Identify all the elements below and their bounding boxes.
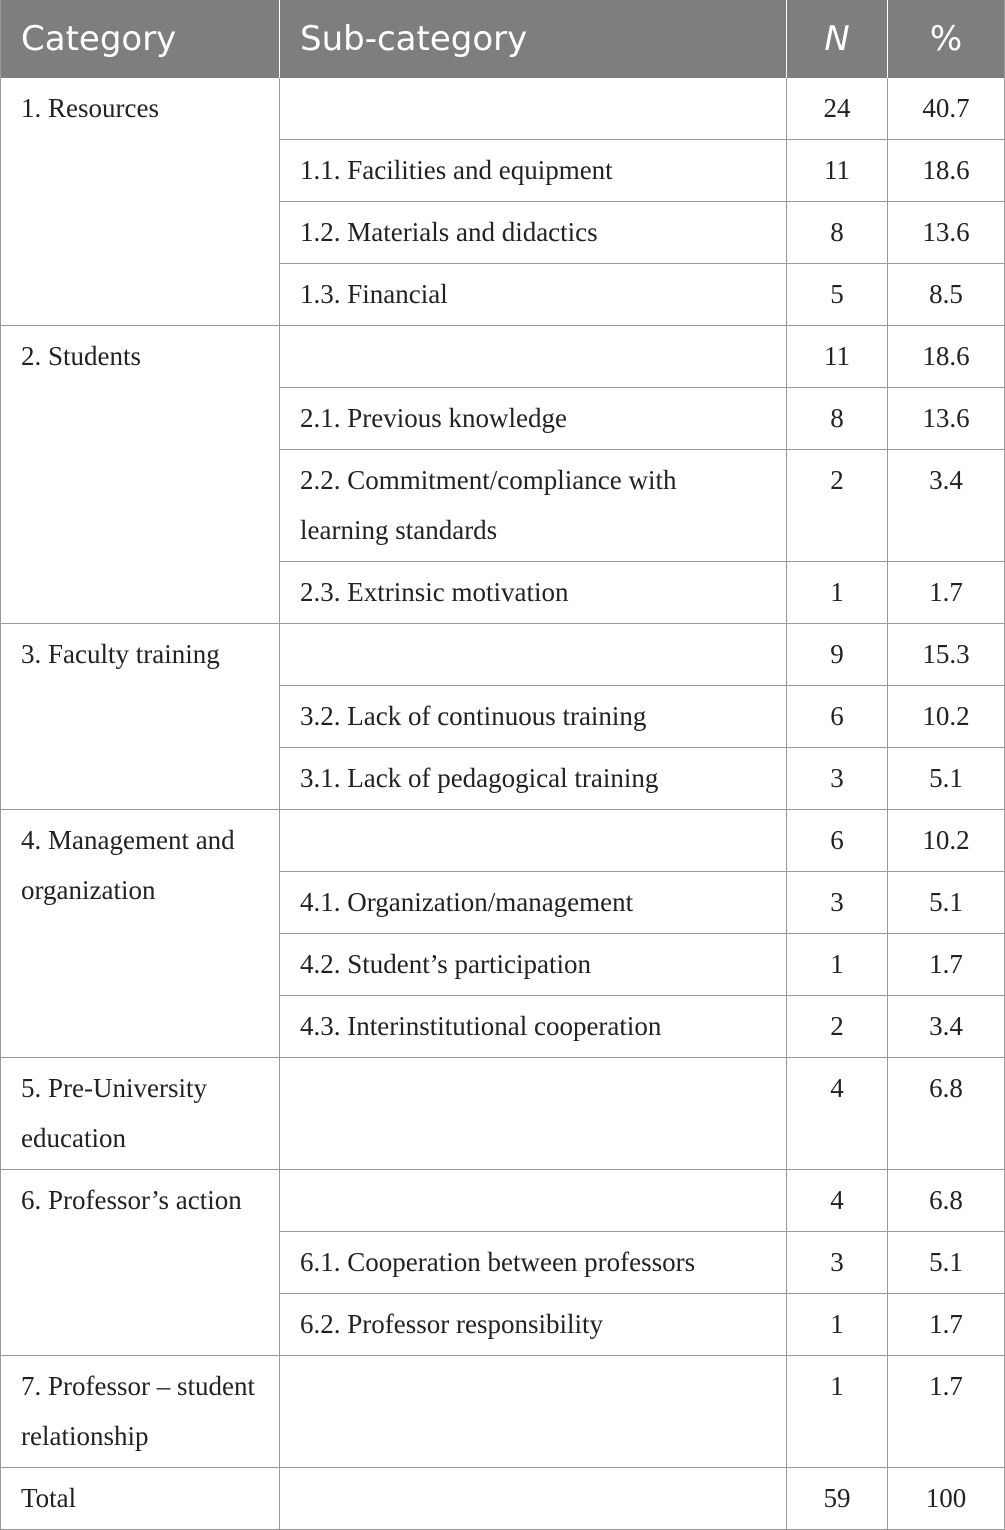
percent-cell: 1.7: [888, 934, 1005, 996]
subcategory-cell: 4.2. Student’s participation: [280, 934, 787, 996]
subcategory-cell: 2.2. Commitment/compliance with learning standards: [280, 450, 787, 562]
percent-cell: 15.3: [888, 624, 1005, 686]
percent-cell: 8.5: [888, 264, 1005, 326]
category-cell: 1. Resources: [1, 78, 280, 326]
percent-cell: 13.6: [888, 202, 1005, 264]
category-row: [1, 624, 1005, 686]
subcategory-cell-empty: [280, 1356, 787, 1468]
percent-cell: 18.6: [888, 140, 1005, 202]
category-cell: 2. Students: [1, 326, 280, 624]
n-cell: 3: [787, 748, 888, 810]
percent-cell: 10.2: [888, 810, 1005, 872]
n-cell: 1: [787, 562, 888, 624]
header-category: Category: [1, 0, 280, 78]
n-cell: 3: [787, 872, 888, 934]
n-cell: 1: [787, 1294, 888, 1356]
percent-cell: 3.4: [888, 996, 1005, 1058]
n-cell: 2: [787, 996, 888, 1058]
subcategory-cell: 4.3. Interinstitutional cooperation: [280, 996, 787, 1058]
header-percent: %: [888, 0, 1005, 78]
percent-cell: 13.6: [888, 388, 1005, 450]
header-row: [1, 0, 1005, 78]
percent-cell: 1.7: [888, 1294, 1005, 1356]
category-row: [1, 1058, 1005, 1170]
n-cell: 8: [787, 388, 888, 450]
percent-cell: 5.1: [888, 872, 1005, 934]
n-cell: 11: [787, 140, 888, 202]
percent-cell: 10.2: [888, 686, 1005, 748]
percent-cell: 6.8: [888, 1170, 1005, 1232]
header-subcategory: Sub-category: [280, 0, 787, 78]
category-cell: 4. Management and organization: [1, 810, 280, 1058]
subcategory-cell-empty: [280, 1468, 787, 1530]
subcategory-cell-empty: [280, 1058, 787, 1170]
n-cell: 6: [787, 686, 888, 748]
subcategory-cell: 2.3. Extrinsic motivation: [280, 562, 787, 624]
percent-cell: 6.8: [888, 1058, 1005, 1170]
total-row: [1, 1468, 1005, 1530]
category-row: [1, 810, 1005, 872]
subcategory-cell-empty: [280, 1170, 787, 1232]
percent-cell: 1.7: [888, 562, 1005, 624]
table-body: [1, 78, 1005, 1530]
subcategory-cell: 1.3. Financial: [280, 264, 787, 326]
subcategory-cell-empty: [280, 78, 787, 140]
header-n: N: [787, 0, 888, 78]
n-cell: 24: [787, 78, 888, 140]
category-row: [1, 78, 1005, 140]
percent-cell: 5.1: [888, 748, 1005, 810]
percent-cell: 5.1: [888, 1232, 1005, 1294]
percent-cell: 1.7: [888, 1356, 1005, 1468]
n-cell: 4: [787, 1170, 888, 1232]
percent-cell: 18.6: [888, 326, 1005, 388]
n-cell: 8: [787, 202, 888, 264]
category-cell: 7. Professor – student relationship: [1, 1356, 280, 1468]
subcategory-cell: 4.1. Organization/management: [280, 872, 787, 934]
n-cell: 1: [787, 1356, 888, 1468]
n-cell: 9: [787, 624, 888, 686]
subcategory-cell: 1.2. Materials and didactics: [280, 202, 787, 264]
category-cell: 6. Professor’s action: [1, 1170, 280, 1356]
total-percent: 100: [888, 1468, 1005, 1530]
category-cell: 5. Pre-University education: [1, 1058, 280, 1170]
n-cell: 4: [787, 1058, 888, 1170]
total-label: Total: [1, 1468, 280, 1530]
subcategory-cell-empty: [280, 624, 787, 686]
category-row: [1, 1356, 1005, 1468]
subcategory-cell: 3.2. Lack of continuous training: [280, 686, 787, 748]
percent-cell: 40.7: [888, 78, 1005, 140]
table-header: [1, 0, 1005, 78]
category-cell: 3. Faculty training: [1, 624, 280, 810]
subcategory-cell: 2.1. Previous knowledge: [280, 388, 787, 450]
n-cell: 11: [787, 326, 888, 388]
subcategory-cell: 6.1. Cooperation between professors: [280, 1232, 787, 1294]
n-cell: 2: [787, 450, 888, 562]
subcategory-cell: 1.1. Facilities and equipment: [280, 140, 787, 202]
n-cell: 1: [787, 934, 888, 996]
total-n: 59: [787, 1468, 888, 1530]
n-cell: 5: [787, 264, 888, 326]
category-row: [1, 326, 1005, 388]
n-cell: 3: [787, 1232, 888, 1294]
n-cell: 6: [787, 810, 888, 872]
category-row: [1, 1170, 1005, 1232]
subcategory-cell: 3.1. Lack of pedagogical training: [280, 748, 787, 810]
subcategory-cell-empty: [280, 326, 787, 388]
subcategory-cell: 6.2. Professor responsibility: [280, 1294, 787, 1356]
subcategory-cell-empty: [280, 810, 787, 872]
percent-cell: 3.4: [888, 450, 1005, 562]
